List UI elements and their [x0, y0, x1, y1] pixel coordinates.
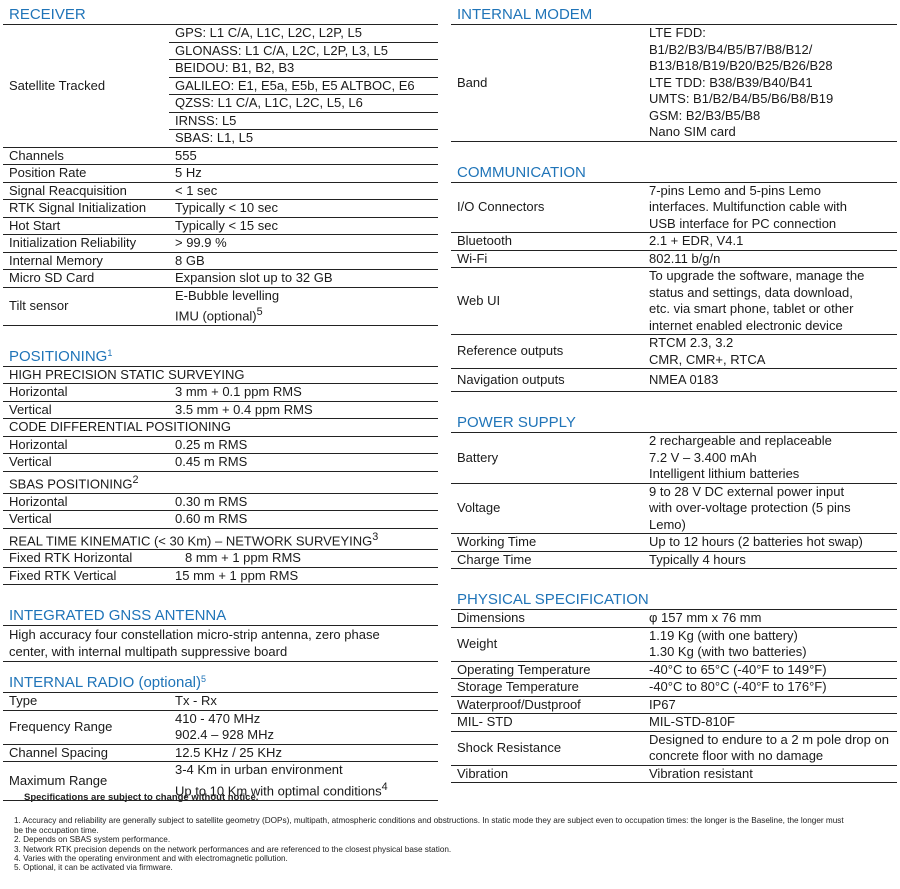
row-key: Reference outputs — [457, 343, 564, 359]
row-value: -40°C to 65°C (-40°F to 149°F) — [649, 661, 827, 677]
row-key: Vertical — [9, 511, 52, 527]
satellite-beidou: BEIDOU: B1, B2, B3 — [175, 60, 295, 75]
receiver-title: RECEIVER — [3, 6, 438, 25]
receiver-table — [3, 25, 438, 326]
modem-section — [451, 6, 897, 142]
communication-table: I/O Connectors 7-pins Lemo and 5-pins Lemo interfaces. Multifunction cable with USB interface for PC connection Bluetooth 2.1 + EDR, V4.1 Wi-Fi 802.11 b/g/n Web UI To upgrade the software, manage the status and settings, data download, etc. via smart phone, tablet or other internet enabled electronic device Reference outputs RTCM 2.3, 3.2 CMR, CMR+, RTCA Navigation outputs NMEA 0183 — [451, 183, 897, 393]
row-key: Initialization Reliability — [9, 235, 137, 250]
row-key: Operating Temperature — [457, 661, 591, 677]
satellite-galileo: GALILEO: E1, E5a, E5b, E5 ALTBOC, E6 — [175, 77, 415, 93]
row-key: Charge Time — [457, 551, 532, 567]
row-value: Vibration resistant — [649, 765, 753, 781]
receiver-section — [3, 6, 438, 326]
subheading: SBAS POSITIONING$^2$ — [9, 473, 139, 492]
row-value: 8 mm + 1 ppm RMS — [185, 550, 301, 566]
row-value: 0.30 m RMS — [175, 493, 248, 509]
subheading: REAL TIME KINEMATIC (< 30 Km) – NETWORK SURVEYING$^3$ — [9, 530, 379, 548]
row-key: Vertical — [9, 454, 52, 470]
footnote-1: 1. Accuracy and reliability are generally subject to satellite geometry (DOPs), multipath, atmospheric conditions and obstructions. In static mode they are subject even to occupation times: the longer is the Baseline, the longer must — [14, 816, 844, 826]
row-key: Internal Memory — [9, 252, 103, 268]
right-column — [451, 0, 897, 805]
row-key: Vertical — [9, 401, 52, 417]
footnote-5: 5. Optional, it can be activated via firmware. — [14, 863, 173, 873]
row-key: RTK Signal Initialization — [9, 200, 147, 215]
row-key: Dimensions — [457, 610, 525, 625]
row-value: φ 157 mm x 76 mm — [649, 610, 762, 625]
row-key: Horizontal — [9, 436, 68, 452]
row-value: 802.11 b/g/n — [649, 250, 721, 266]
row-key: Working Time — [457, 534, 537, 549]
row-value: IP67 — [649, 696, 676, 712]
row-key: Battery — [457, 449, 499, 465]
row-key: Wi-Fi — [457, 250, 488, 266]
modem-title: INTERNAL MODEM — [451, 6, 897, 25]
footnote-2: 2. Depends on SBAS system performance. — [14, 835, 171, 845]
tilt-value-1: E-Bubble levelling — [175, 287, 280, 303]
row-key: Position Rate — [9, 165, 87, 180]
radio-table: Type Tx - Rx Frequency Range 410 - 470 MHz 902.4 – 928 MHz Channel Spacing 12.5 KHz / 25 KHz Maximum Range 3-4 Km in urban environment Up to 10 Km with optimal conditions$^4$ — [3, 693, 438, 800]
row-value: 0.45 m RMS — [175, 454, 248, 470]
row-value: Typically 4 hours — [649, 551, 746, 567]
power-table: Battery 2 rechargeable and replaceable 7.2 V – 3.400 mAh Intelligent lithium batteries Voltage 9 to 28 V DC external power input with over-voltage protection (5 pins Lemo) Working Time Up to 12 hours (2 batteries hot swap) Charge Time Typically 4 hours — [451, 433, 897, 569]
row-key: Maximum Range — [9, 772, 108, 788]
communication-title: COMMUNICATION — [451, 164, 897, 183]
row-key: Horizontal — [9, 384, 68, 400]
row-key: MIL- STD — [457, 714, 513, 729]
positioning-section — [3, 348, 438, 586]
change-notice: Specifications are subject to change without notice. — [24, 792, 259, 803]
subheading: CODE DIFFERENTIAL POSITIONING — [9, 419, 231, 435]
row-key: Bluetooth — [457, 233, 512, 248]
row-key: Voltage — [457, 500, 501, 515]
row-key: Waterproof/Dustproof — [457, 696, 581, 712]
row-key: Storage Temperature — [457, 679, 579, 694]
row-value: Typically < 15 sec — [175, 217, 278, 233]
footer-notes — [14, 793, 886, 873]
row-key: Channel Spacing — [9, 744, 109, 760]
power-section — [451, 414, 897, 569]
satellite-sbas: SBAS: L1, L5 — [175, 130, 254, 145]
row-value: 2.1 + EDR, V4.1 — [649, 233, 744, 248]
power-title: POWER SUPPLY — [451, 414, 897, 433]
antenna-description: High accuracy four constellation micro-strip antenna, zero phase center, with internal multipath suppressive board — [3, 626, 438, 662]
row-value: 0.60 m RMS — [175, 511, 248, 527]
positioning-title: POSITIONING$^1$ — [3, 348, 438, 367]
row-key: Shock Resistance — [457, 739, 562, 755]
row-value: 3.5 mm + 0.4 ppm RMS — [175, 401, 313, 417]
row-value: 5 Hz — [175, 165, 202, 180]
row-key: Horizontal — [9, 493, 68, 509]
footnote-3: 3. Network RTK precision depends on the network performances and are referenced to the closest physical base station. — [14, 844, 452, 854]
row-value: Expansion slot up to 32 GB — [175, 270, 333, 285]
footnote-4: 4. Varies with the operating environment and with electromagnetic pollution. — [14, 854, 288, 864]
satellite-label: Satellite Tracked — [9, 77, 106, 93]
row-value: MIL-STD-810F — [649, 714, 735, 729]
tilt-label: Tilt sensor — [9, 297, 69, 313]
row-value: Typically < 10 sec — [175, 200, 278, 215]
tilt-value-2: IMU (optional) — [175, 308, 257, 324]
row-key: I/O Connectors — [457, 199, 545, 214]
row-value: 15 mm + 1 ppm RMS — [175, 567, 299, 583]
row-value: 8 GB — [175, 252, 205, 268]
row-value: NMEA 0183 — [649, 371, 719, 387]
modem-table: Band LTE FDD: B1/B2/B3/B4/B5/B7/B8/B12/ B13/B18/B19/B20/B25/B26/B28 LTE TDD: B38/B39/B40/B41 UMTS: B1/B2/B4/B5/B6/B8/B19 GSM: B2/B3/B5/B8 Nano SIM card — [451, 25, 897, 142]
antenna-title: INTEGRATED GNSS ANTENNA — [3, 607, 438, 626]
row-key: Navigation outputs — [457, 371, 565, 387]
row-value: < 1 sec — [175, 182, 218, 198]
physical-table: Dimensions φ 157 mm x 76 mm Weight 1.19 Kg (with one battery) 1.30 Kg (with two batteries) Operating Temperature -40°C to 65°C (-40°F to 149°F) Storage Temperature -40°C to 80°C (-40°F to 176°F) Waterproof/Dustproof IP67 MIL- STD MIL-STD-810F Shock Resistance Designed to endure to a 2 m pole drop on concrete floor with no damage Vibration Vibration resistant — [451, 610, 897, 783]
subheading: HIGH PRECISION STATIC SURVEYING — [9, 366, 245, 382]
radio-section — [3, 674, 438, 800]
row-value: -40°C to 80°C (-40°F to 176°F) — [649, 679, 827, 694]
footnote-1-cont: be the occupation time. — [14, 825, 99, 835]
row-key: Hot Start — [9, 217, 61, 233]
row-key: Type — [9, 693, 38, 709]
row-key: Micro SD Card — [9, 270, 95, 285]
row-key: Channels — [9, 147, 64, 163]
communication-section — [451, 164, 897, 393]
row-value: 3 mm + 0.1 ppm RMS — [175, 384, 302, 400]
satellite-qzss: QZSS: L1 C/A, L1C, L2C, L5, L6 — [175, 95, 363, 110]
row-value: 555 — [175, 147, 197, 163]
satellite-gps: GPS: L1 C/A, L1C, L2C, L2P, L5 — [175, 25, 362, 40]
band-label: Band — [457, 74, 488, 90]
row-key: Web UI — [457, 292, 501, 308]
physical-title: PHYSICAL SPECIFICATION — [451, 591, 897, 610]
row-key: Vibration — [457, 765, 509, 781]
antenna-section — [3, 607, 438, 662]
row-key: Weight — [457, 635, 498, 651]
row-value: > 99.9 % — [175, 235, 227, 250]
row-key: Fixed RTK Vertical — [9, 567, 117, 583]
row-value: 12.5 KHz / 25 KHz — [175, 744, 282, 760]
row-value: Tx - Rx — [175, 693, 217, 709]
left-column — [3, 0, 438, 823]
satellite-irnss: IRNSS: L5 — [175, 112, 237, 128]
radio-title: INTERNAL RADIO (optional)$^5$ — [3, 674, 438, 693]
row-value: 0.25 m RMS — [175, 436, 248, 452]
row-key: Signal Reacquisition — [9, 182, 127, 198]
row-value: Up to 12 hours (2 batteries hot swap) — [649, 534, 863, 549]
footnote-ref: 5 — [256, 306, 263, 318]
physical-section — [451, 591, 897, 783]
row-key: Fixed RTK Horizontal — [9, 550, 133, 566]
positioning-table — [3, 367, 438, 586]
row-key: Frequency Range — [9, 719, 113, 735]
satellite-glonass: GLONASS: L1 C/A, L2C, L2P, L3, L5 — [175, 42, 388, 58]
